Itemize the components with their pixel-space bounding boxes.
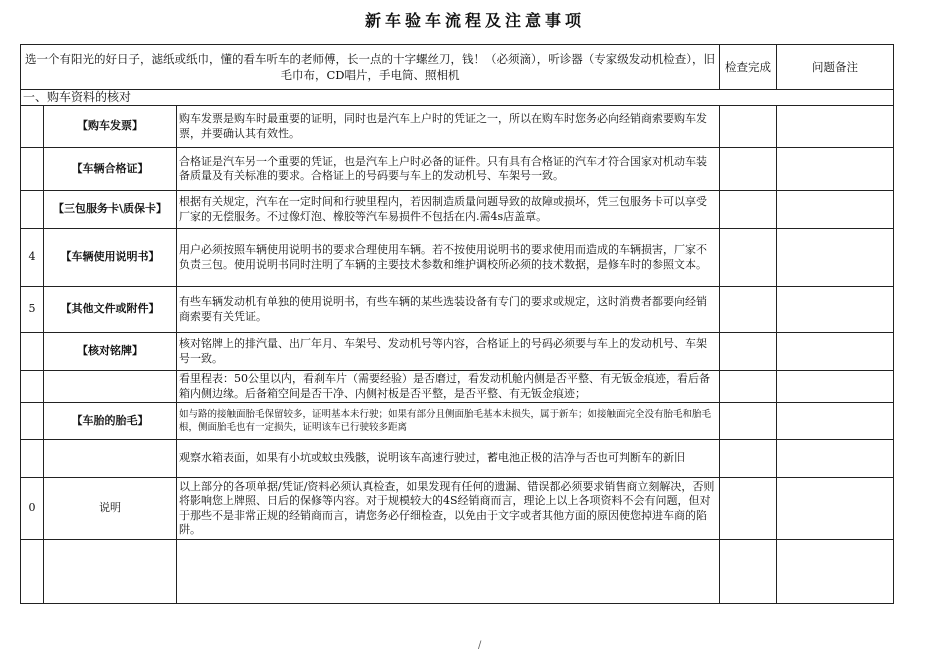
table-row [21,540,894,604]
page-title: 新车验车流程及注意事项 [364,11,585,30]
table-row [21,148,894,191]
check-cell[interactable] [720,148,777,191]
check-cell[interactable] [720,371,777,403]
notes-cell[interactable] [777,540,894,604]
check-cell[interactable] [720,287,777,333]
row-description [177,540,720,604]
row-description: 合格证是汽车另一个重要的凭证，也是汽车上户时必备的证件。只有具有合格证的汽车才符合国家对机动车装备质量及有关标准的要求。合格证上的号码要与车上的发动机号、车架号一致。 [177,148,720,191]
check-cell[interactable] [720,333,777,371]
check-cell[interactable] [720,106,777,148]
row-number [21,540,44,604]
row-description: 观察水箱表面，如果有小坑或蚊虫残骸，说明该车高速行驶过，蓄电池正极的洁净与否也可判断车的新旧 [177,440,720,478]
check-complete-header: 检查完成 [720,45,777,90]
row-description: 如与路的接触面胎毛保留较多，证明基本未行驶；如果有部分且侧面胎毛基本未损失，属于新车；如接触面完全没有胎毛和胎毛根，侧面胎毛也有一定损失，证明该车已行驶较多距离 [177,403,720,440]
row-number [21,440,44,478]
check-cell[interactable] [720,440,777,478]
notes-cell[interactable] [777,371,894,403]
notes-cell[interactable] [777,333,894,371]
page-footer: / [478,640,482,651]
row-description: 购车发票是购车时最重要的证明，同时也是汽车上户时的凭证之一，所以在购车时您务必向经销商索要购车发票，并要确认其有效性。 [177,106,720,148]
notes-cell[interactable] [777,106,894,148]
table-row [21,191,894,229]
notes-cell[interactable] [777,148,894,191]
row-number [21,106,44,148]
table-row [21,403,894,440]
row-label: 【三包服务卡\质保卡】 [44,191,177,229]
table-row [21,440,894,478]
table-row [21,333,894,371]
row-description: 有些车辆发动机有单独的使用说明书，有些车辆的某些选装设备有专门的要求或规定，这时消费者都要向经销商索要有关凭证。 [177,287,720,333]
row-label: 【核对铭牌】 [44,333,177,371]
section-title: 一、购车资料的核对 [21,90,894,106]
row-number: 5 [21,287,44,333]
row-number [21,191,44,229]
row-label [44,371,177,403]
check-cell[interactable] [720,478,777,540]
row-number [21,148,44,191]
table-row [21,106,894,148]
row-label [44,540,177,604]
notes-cell[interactable] [777,403,894,440]
notes-header: 问题备注 [777,45,894,90]
row-number: 0 [21,478,44,540]
row-label: 【车辆使用说明书】 [44,229,177,287]
section-row [21,90,894,106]
notes-cell[interactable] [777,229,894,287]
check-cell[interactable] [720,191,777,229]
row-number: 4 [21,229,44,287]
row-label: 【车辆合格证】 [44,148,177,191]
table-row [21,371,894,403]
row-label: 【购车发票】 [44,106,177,148]
table-row [21,287,894,333]
header-row [21,45,894,90]
inspection-table [20,44,894,604]
notes-cell[interactable] [777,478,894,540]
row-label: 【其他文件或附件】 [44,287,177,333]
notes-cell[interactable] [777,440,894,478]
notes-cell[interactable] [777,287,894,333]
row-number [21,333,44,371]
notes-cell[interactable] [777,191,894,229]
table-row [21,229,894,287]
check-cell[interactable] [720,540,777,604]
row-number [21,403,44,440]
row-label [44,440,177,478]
row-description: 根据有关规定，汽车在一定时间和行驶里程内，若因制造质量问题导致的故障或损坏，凭三包服务卡可以享受厂家的无偿服务。不过像灯泡、橡胶等汽车易损件不包括在内.需4s店盖章。 [177,191,720,229]
row-description: 看里程表：50公里以内，看刹车片（需要经验）是否磨过，看发动机舱内侧是否平整、有无钣金痕迹，看后备箱内侧边缘。后备箱空间是否干净、内侧衬板是否平整，是否平整、有无钣金痕迹； [177,371,720,403]
row-description: 核对铭牌上的排汽量、出厂年月、车架号、发动机号等内容，合格证上的号码必须要与车上的发动机号、车架号一致。 [177,333,720,371]
row-number [21,371,44,403]
intro-text: 选一个有阳光的好日子，滤纸或纸巾，懂的看车听车的老师傅，长一点的十字螺丝刀，钱！（必须滴），听诊器（专家级发动机检查），旧毛巾布，CD唱片，手电筒、照相机 [21,45,720,90]
check-cell[interactable] [720,403,777,440]
table-row [21,478,894,540]
row-description: 用户必须按照车辆使用说明书的要求合理使用车辆。若不按使用说明书的要求使用而造成的车辆损害，厂家不负责三包。使用说明书同时注明了车辆的主要技术参数和维护调校所必须的技术数据，是修车时的参照文本。 [177,229,720,287]
row-label: 说明 [44,478,177,540]
row-description: 以上部分的各项单据/凭证/资料必须认真检查，如果发现有任何的遗漏、错误都必须要求销售商立刻解决，否则将影响您上牌照、日后的保修等内容。对于规模较大的4S经销商而言，理论上以上各项资料不会有问题，但对于那些不是非常正规的经销商而言，请您务必仔细检查，以免由于文字或者其他方面的原因使您掉进车商的陷阱。 [177,478,720,540]
row-label: 【车胎的胎毛】 [44,403,177,440]
check-cell[interactable] [720,229,777,287]
